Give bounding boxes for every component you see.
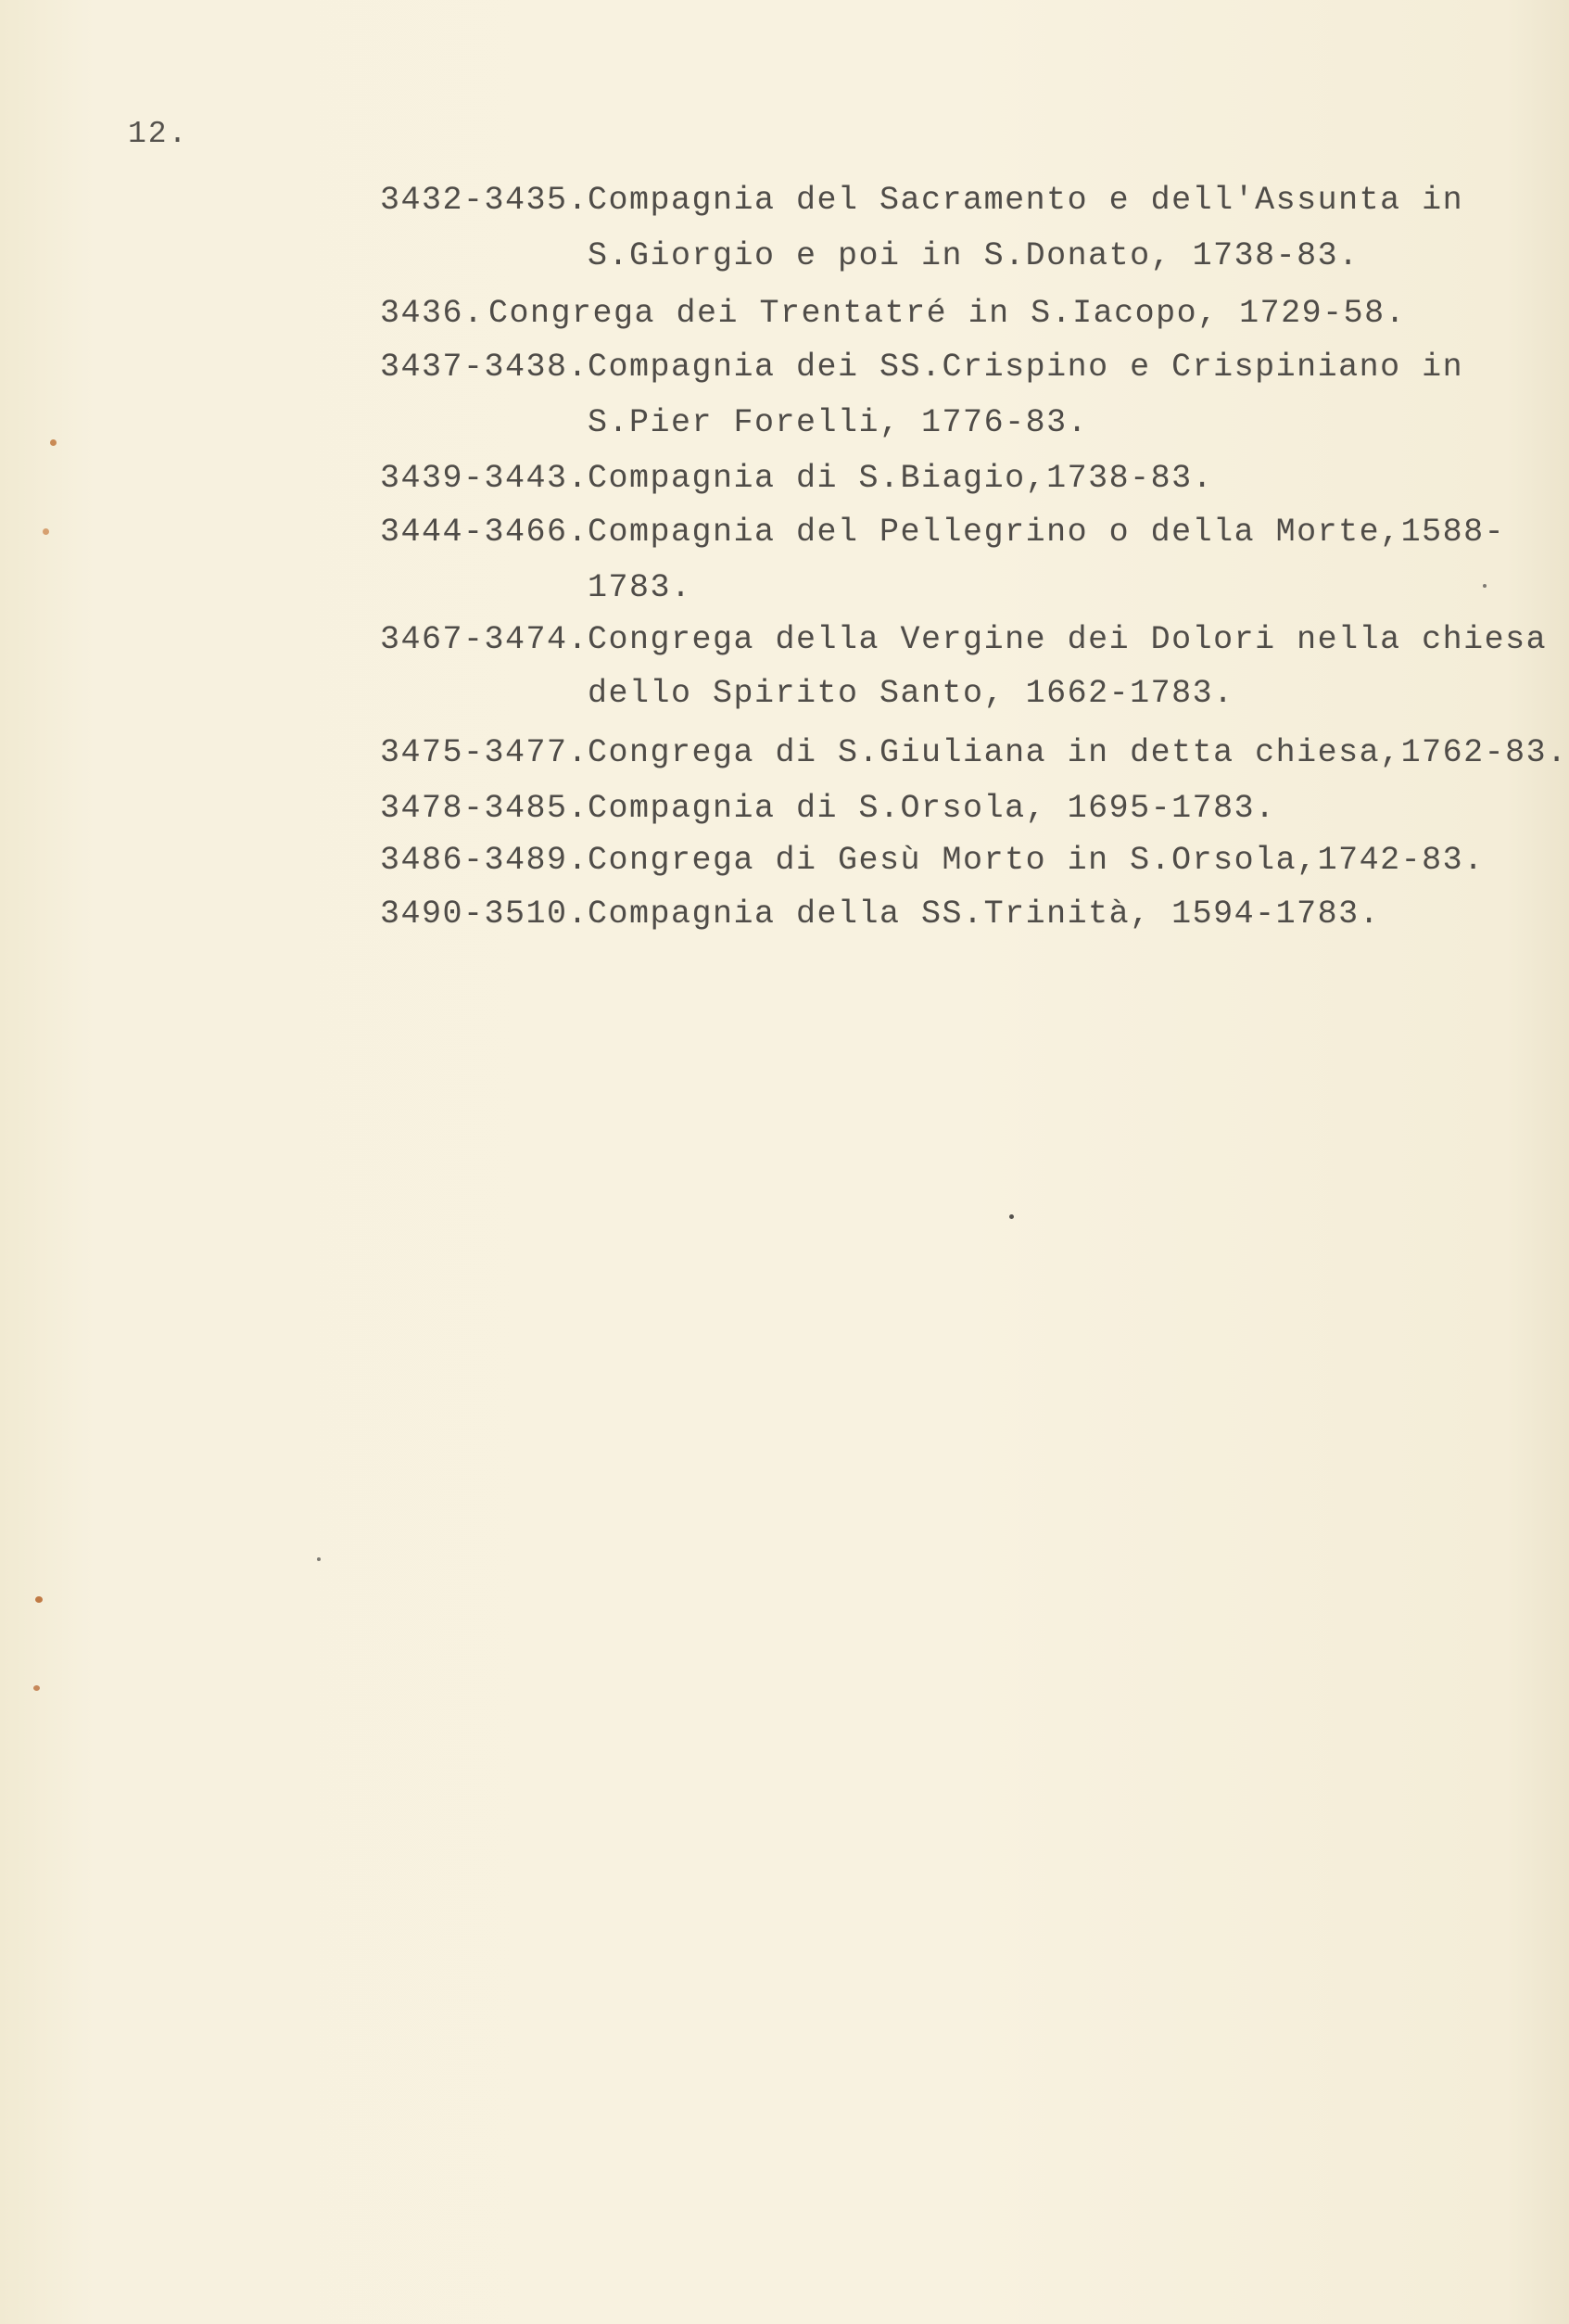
entry-text-continuation: 1783. [588,569,692,606]
entry-number: 3444-3466. [380,514,589,551]
entry-text: Compagnia del Sacramento e dell'Assunta in [588,182,1464,219]
paper-speck [50,439,57,446]
entry-number: 3436. [380,295,485,332]
entry-text: Congrega della Vergine dei Dolori nella chiesa [588,621,1548,658]
paper-speck [35,1596,43,1603]
entry-number: 3439-3443. [380,460,589,497]
entry-text: Compagnia di S.Orsola, 1695-1783. [588,790,1276,827]
paper-speck [317,1557,321,1561]
entry-text: Compagnia di S.Biagio,1738-83. [588,460,1214,497]
paper-speck [1009,1214,1014,1219]
entry-number: 3490-3510. [380,895,589,933]
entry-text-continuation: S.Giorgio e poi in S.Donato, 1738-83. [588,237,1360,274]
paper-speck [33,1685,40,1691]
entry-text: Congrega dei Trentatré in S.Iacopo, 1729-58. [488,295,1407,332]
page-number: 12. [128,117,189,151]
entry-number: 3432-3435. [380,182,589,219]
entry-text: Congrega di Gesù Morto in S.Orsola,1742-83. [588,842,1485,879]
paper-speck [1483,584,1487,588]
entry-text: Compagnia dei SS.Crispino e Crispiniano in [588,349,1464,386]
entry-text: Compagnia della SS.Trinità, 1594-1783. [588,895,1381,933]
entry-number: 3486-3489. [380,842,589,879]
entry-text: Compagnia del Pellegrino o della Morte,1588- [588,514,1506,551]
entry-number: 3467-3474. [380,621,589,658]
entry-number: 3437-3438. [380,349,589,386]
paper-speck [43,528,49,535]
entry-text-continuation: S.Pier Forelli, 1776-83. [588,404,1089,441]
entry-number: 3478-3485. [380,790,589,827]
entry-text-continuation: dello Spirito Santo, 1662-1783. [588,675,1234,712]
entry-number: 3475-3477. [380,734,589,771]
entry-text: Congrega di S.Giuliana in detta chiesa,1762-83. [588,734,1568,771]
